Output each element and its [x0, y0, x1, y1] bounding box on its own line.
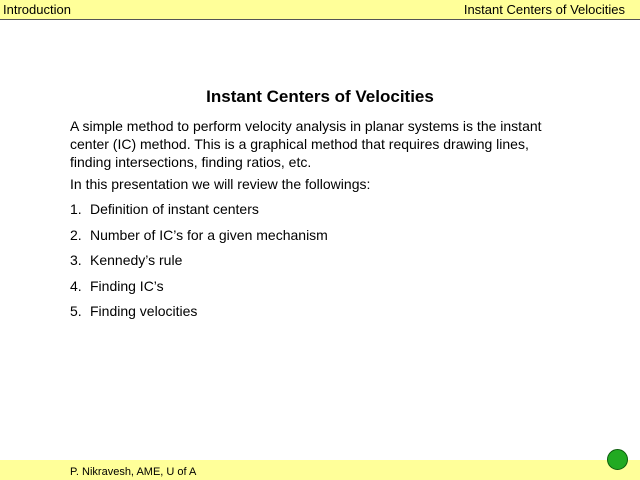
slide-title: Instant Centers of Velocities [206, 87, 434, 106]
list-item-text: Finding IC’s [90, 277, 164, 294]
list-item [70, 277, 570, 303]
topic-label: Instant Centers of Velocities [463, 2, 625, 17]
section-label: Introduction [3, 2, 71, 17]
list-item [70, 200, 570, 226]
list-item-text: Kennedy’s rule [90, 252, 183, 268]
list-item-number: 2. [70, 226, 82, 243]
list-item-text: Finding velocities [90, 303, 198, 319]
footer-author: P. Nikravesh, AME, U of A [70, 466, 197, 478]
topic-list [70, 200, 570, 328]
footer-bar [0, 460, 640, 480]
list-item-number: 1. [70, 201, 82, 217]
list-item [70, 302, 570, 328]
list-item [70, 226, 570, 252]
lead-paragraph: In this presentation we will review the followings: [70, 176, 371, 192]
list-item-number: 5. [70, 303, 82, 319]
intro-paragraph: A simple method to perform velocity analysis in planar systems is the instant center (IC) method. This is a graphical method that requires drawing lines, finding intersections, finding ratios, etc. [70, 118, 542, 170]
list-item-text: Number of IC’s for a given mechanism [90, 226, 328, 243]
header-bar [0, 0, 640, 20]
next-slide-button-icon[interactable] [607, 449, 628, 470]
list-item-text: Definition of instant centers [90, 201, 259, 217]
list-item [70, 251, 570, 277]
list-item-number: 4. [70, 277, 82, 294]
list-item-number: 3. [70, 252, 82, 268]
